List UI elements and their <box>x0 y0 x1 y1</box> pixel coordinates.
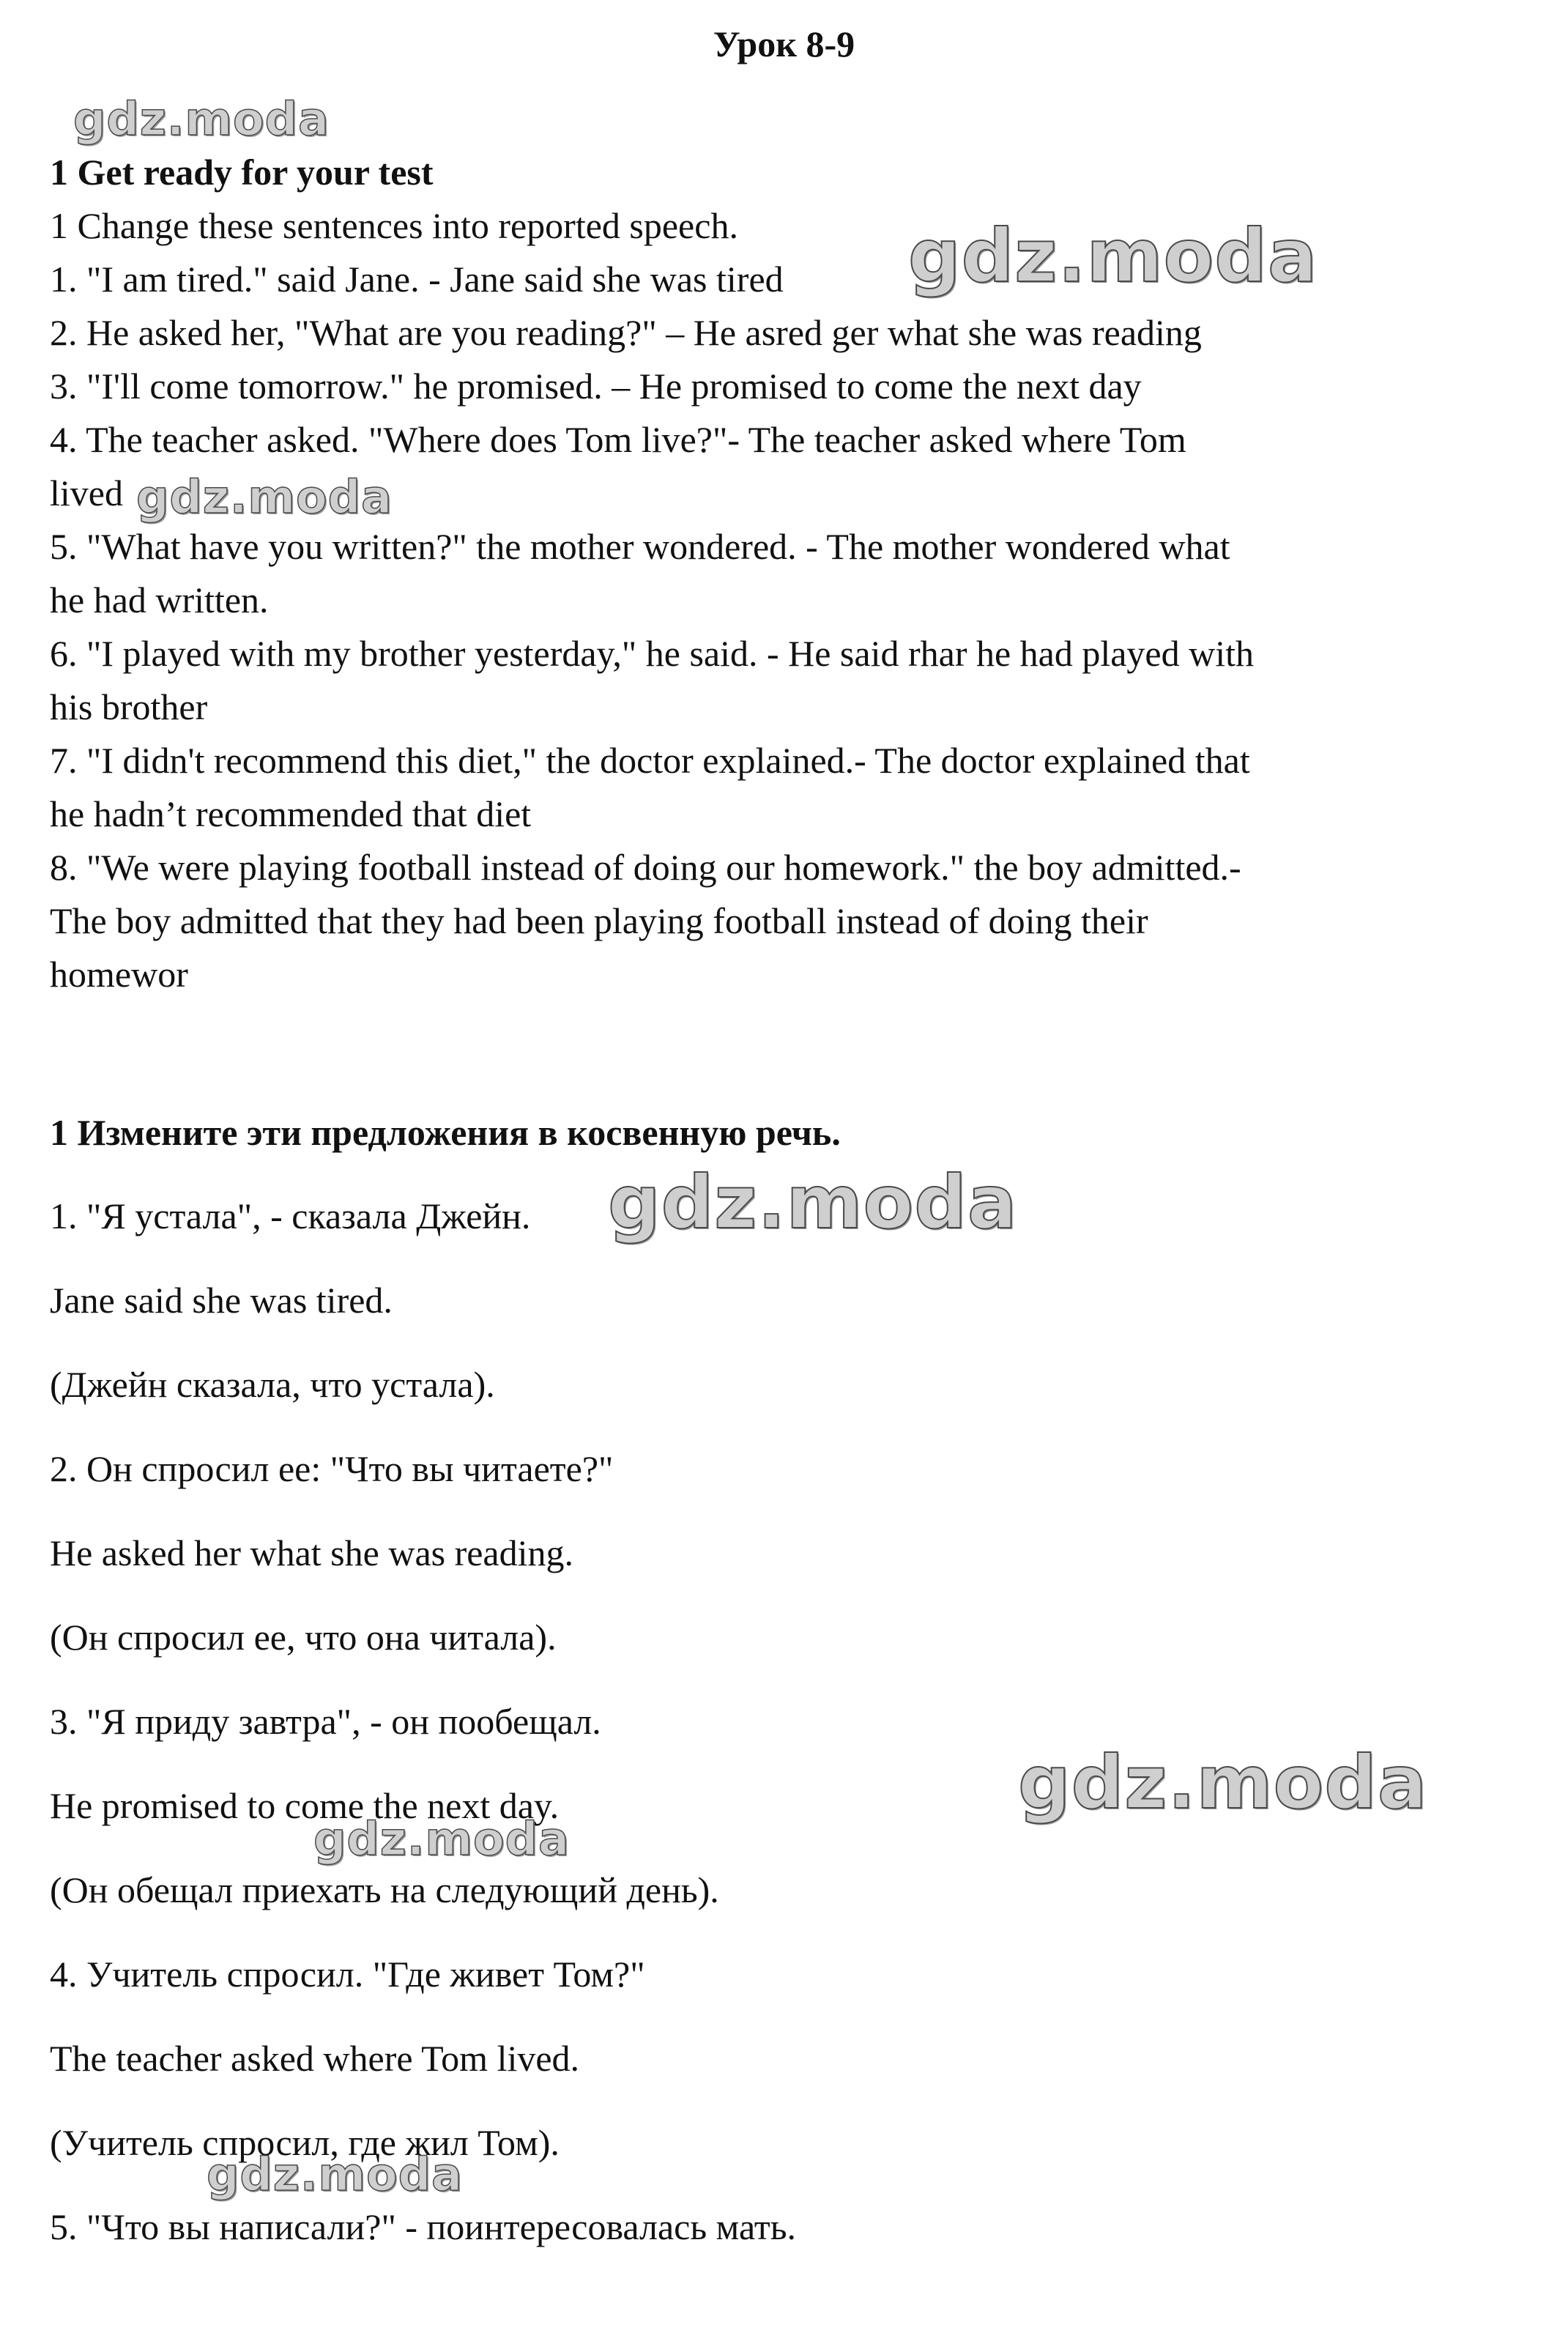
watermark-logo: gdz.moda <box>136 470 393 524</box>
exercise-line: his brother <box>50 686 208 727</box>
translation-heading: 1 Измените эти предложения в косвенную речь. <box>50 1112 841 1153</box>
watermark-logo: gdz.moda <box>1018 1740 1428 1825</box>
watermark-logo: gdz.moda <box>313 1812 570 1866</box>
exercise-line: 4. The teacher asked. "Where does Tom live?"- The teacher asked where Tom <box>50 419 1186 460</box>
translation-line: 3. "Я приду завтра", - он пообещал. <box>50 1701 601 1742</box>
translation-line: 5. "Что вы написали?" - поинтересовалась мать. <box>50 2206 797 2247</box>
exercise-line: 6. "I played with my brother yesterday," he said. - He said rhar he had played with <box>50 633 1255 674</box>
exercise-line: homewor <box>50 954 188 995</box>
page-title: Урок 8-9 <box>713 23 855 64</box>
translation-line: 4. Учитель спросил. "Где живет Том?" <box>50 1954 645 1995</box>
exercise-line: 5. "What have you written?" the mother wondered. - The mother wondered what <box>50 526 1230 567</box>
translation-line: He asked her what she was reading. <box>50 1532 574 1573</box>
translation-line: 2. Он спросил ее: "Что вы читаете?" <box>50 1448 614 1489</box>
exercise-line: The boy admitted that they had been playing football instead of doing their <box>50 900 1148 941</box>
exercise-line: lived <box>50 472 123 513</box>
translation-line: Jane said she was tired. <box>50 1280 393 1321</box>
translation-line: The teacher asked where Tom lived. <box>50 2038 580 2079</box>
translation-line: (Учитель спросил, где жил Том). <box>50 2122 560 2163</box>
exercise-line: he had written. <box>50 579 269 620</box>
exercise-line: 8. "We were playing football instead of doing our homework." the boy admitted.- <box>50 847 1241 888</box>
exercise-line: 1. "I am tired." said Jane. - Jane said she was tired <box>50 259 784 300</box>
watermark-logo: gdz.moda <box>608 1160 1018 1245</box>
exercise-line: 3. "I'll come tomorrow." he promised. – He promised to come the next day <box>50 366 1142 407</box>
watermark-logo: gdz.moda <box>207 2148 463 2201</box>
exercise-line: 2. He asked her, "What are you reading?" – He asred ger what she was reading <box>50 312 1202 353</box>
exercise-line: 7. "I didn't recommend this diet," the doctor explained.- The doctor explained that <box>50 740 1250 781</box>
translation-line: (Он обещал приехать на следующий день). <box>50 1869 719 1910</box>
watermark-logo: gdz.moda <box>908 213 1318 299</box>
exercise-line: he hadn’t recommended that diet <box>50 793 532 834</box>
translation-line: 1. "Я устала", - сказала Джейн. <box>50 1195 531 1236</box>
task-instruction: 1 Change these sentences into reported speech. <box>50 205 738 246</box>
translation-line: He promised to come the next day. <box>50 1785 560 1826</box>
section-heading: 1 Get ready for your test <box>50 152 434 193</box>
watermark-logo: gdz.moda <box>73 92 330 146</box>
translation-line: (Он спросил ее, что она читала). <box>50 1617 557 1658</box>
translation-line: (Джейн сказала, что устала). <box>50 1364 495 1405</box>
